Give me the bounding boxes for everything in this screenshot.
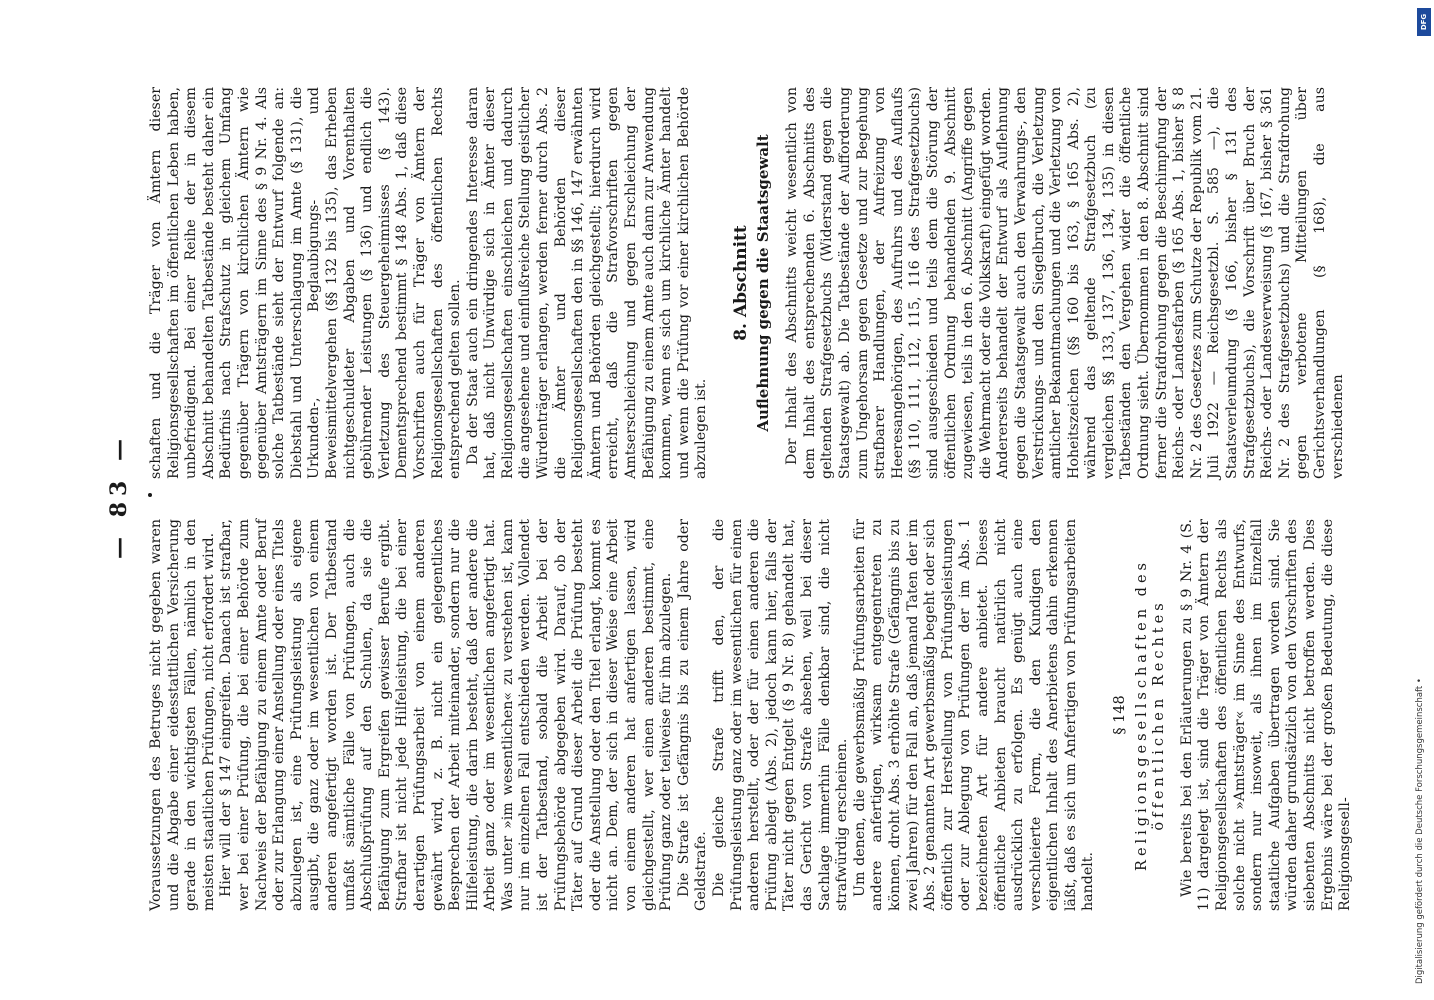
- digitization-credit: [1412, 8, 1428, 992]
- left-paragraph-2: Hier will der § 147 eingreifen. Danach ist strafbar, wer bei einer Prüfung, die bei einer Behörde zum Nachweis der Befähigung zu einem Amte oder Beruf oder zur Erlangung einer Anstellung oder eines Titels abzulegen ist, eine Prüfungsleistung als eigene ausgibt, die ganz oder im wesentlichen von einem anderen angefertigt worden ist. Der Tatbestand umfaßt sämtliche Fälle von Prüfungen, auch die Abschlußprüfung auf den Schulen, da sie die Befähigung zum Ergreifen gewisser Berufe ergibt. Strafbar ist nicht jede Hilfeleistung, die bei einer derartigen Prüfungsarbeit von einem anderen gewährt wird, z. B. nicht ein gelegentliches Besprechen der Arbeit miteinander, sondern nur die Hilfeleistung, die darin besteht, daß der andere die Arbeit ganz oder im wesentlichen angefertigt hat. Was unter »im wesentlichen« zu verstehen ist, kann nur im einzelnen Fall entschieden werden. Vollendet ist der Tatbestand, sobald die Arbeit bei der Prüfungsbehörde abgegeben wird. Darauf, ob der Täter auf Grund dieser Arbeit die Prüfung besteht oder die Anstellung oder den Titel erlangt, kommt es nicht an. Dem, der sich in dieser Weise eine Arbeit von einem anderen hat anfertigen lassen, wird gleichgestellt, wer einen anderen bestimmt, eine Prüfung ganz oder teilweise für ihn abzulegen.: [218, 519, 675, 911]
- right-column: [148, 87, 1347, 479]
- section-title: Religionsgesellschaften des öffentlichen Rechtes: [1133, 559, 1168, 871]
- section-number: § 148: [1112, 695, 1129, 735]
- page-number: — 83 —: [106, 433, 132, 559]
- left-paragraph-1: Voraussetzungen des Betruges nicht gegeben waren und die Abgabe einer eidesstattlichen Versicherung gerade in den wichtigsten Fällen, nämlich in den meisten staatlichen Prüfungen, nicht erfordert wird.: [148, 519, 217, 911]
- digitization-credit-text: Digitalisierung gefördert durch die Deutsche Forschungsgemeinschaft •: [1415, 678, 1425, 984]
- left-paragraph-4: Die gleiche Strafe trifft den, der die Prüfungsleistung ganz oder im wesentlichen für einen anderen herstellt, oder der für einen anderen die Prüfung ablegt (Abs. 2), jedoch kann hier, falls der Täter nicht gegen Entgelt (§ 9 Nr. 8) gehandelt hat, das Gericht von Strafe absehen, weil bei dieser Sachlage immerhin Fälle denkbar sind, die nicht strafwürdig erscheinen.: [711, 519, 851, 911]
- left-paragraph-6: Wie bereits bei den Erläuterungen zu § 9 Nr. 4 (S. 11) dargelegt ist, sind die Träger von Ämtern der Religionsgesellschaften des öffentlichen Rechts als solche nicht »Amtsträger« im Sinne des Entwurfs, sondern nur insoweit, als ihnen im Einzelfall staatliche Aufgaben übertragen worden sind. Sie würden daher grundsätzlich von den Vorschriften des siebenten Abschnitts nicht betroffen werden. Dies Ergebnis wäre bei der großen Bedeutung, die diese Religionsgesell-: [1178, 519, 1354, 911]
- chapter-subtitle: Auflehnung gegen die Staatsgewalt: [753, 134, 772, 432]
- dfg-logo-text: DFG: [1420, 13, 1428, 31]
- right-paragraph-3: Der Inhalt des Abschnitts weicht wesentlich von dem Inhalt des entsprechenden 6. Abschnitts des geltenden Strafgesetzbuchs (Widerstand gegen die Staatsgewalt) ab. Die Tatbestände der Aufforderung zum Ungehorsam gegen Gesetze und zur Begehung strafbarer Handlungen, der Aufreizung von Heeresangehörigen, des Aufruhrs und des Auflaufs (§§ 110, 111, 112, 115, 116 des Strafgesetzbuchs) sind ausgeschieden und teils dem die Störung der öffentlichen Ordnung behandelnden 9. Abschnitt zugewiesen, teils in den 6. Abschnitt (Angriffe gegen die Wehrmacht oder die Volkskraft) eingefügt worden. Andererseits behandelt der Entwurf als Auflehnung gegen die Staatsgewalt auch den Verwahrungs-, den Verstrickungs- und den Siegelbruch, die Verletzung amtlicher Bekanntmachungen und die Verletzung von Hoheitszeichen (§§ 160 bis 163, § 165 Abs. 2), während das geltende Strafgesetzbuch (zu vergleichen §§ 133, 137, 136, 134, 135) in diesen Tatbeständen den Vergehen wider die öffentliche Ordnung sieht. Übernommen in den 8. Abschnitt sind ferner die Strafdrohung gegen die Beschimpfung der Reichs- oder Landesfarben (§ 165 Abs. 1, bisher § 8 Nr. 2 des Gesetzes zum Schutze der Republik vom 21. Juli 1922 — Reichsgesetzbl. S. 585 —), die Staatsverleumdung (§ 166, bisher § 131 des Strafgesetzbuchs), die Vorschrift über Bruch der Reichs- oder Landesverweisung (§ 167, bisher § 361 Nr. 2 des Strafgesetzbuchs) und die Strafdrohung gegen verbotene Mitteilungen über Gerichtsverhandlungen (§ 168), die aus verschiedenen: [784, 87, 1346, 479]
- print-dot: [148, 493, 152, 497]
- rotated-page-content: [106, 81, 1354, 911]
- left-paragraph-3: Die Strafe ist Gefängnis bis zu einem Jahre oder Geldstrafe.: [675, 519, 710, 911]
- right-paragraph-1: schaften und die Träger von Ämtern dieser Religionsgesellschaften im öffentlichen Leben haben, unbefriedigend. Bei einer Reihe der in diesem Abschnitt behandelten Tatbestände besteht daher ein Bedürfnis nach Strafschutz in gleichem Umfang gegenüber Trägern von kirchlichen Ämtern wie gegenüber Amtsträgern im Sinne des § 9 Nr. 4. Als solche Tatbestände sieht der Entwurf folgende an: Diebstahl und Unterschlagung im Amte (§ 131), die Urkunden-, Beglaubigungs- und Beweismittelvergehen (§§ 132 bis 135), das Erheben nichtgeschuldeter Abgaben und Vorenthalten gebührender Leistungen (§ 136) und endlich die Verletzung des Steuergeheimnisses (§ 143). Dementsprechend bestimmt § 148 Abs. 1, daß diese Vorschriften auch für Träger von Ämtern der Religionsgesellschaften des öffentlichen Rechts entsprechend gelten sollen.: [148, 87, 464, 479]
- left-column: [148, 519, 1355, 911]
- chapter-title: 8. Abschnitt: [731, 225, 751, 341]
- left-paragraph-5: Um denen, die gewerbsmäßig Prüfungsarbeiten für andere anfertigen, wirksam entgegentreten zu können, droht Abs. 3 erhöhte Strafe (Gefängnis bis zu zwei Jahren) für den Fall an, daß jemand Taten der im Abs. 2 genannten Art gewerbsmäßig begeht oder sich öffentlich zur Herstellung von Prüfungsleistungen oder zur Ablegung von Prüfungen der im Abs. 1 bezeichneten Art für andere anbietet. Dieses öffentliche Anbieten braucht natürlich nicht ausdrücklich zu erfolgen. Es genügt auch eine verschleierte Form, die den Kundigen den eigentlichen Inhalt des Anerbietens dahin erkennen läßt, daß es sich um Anfertigen von Prüfungsarbeiten handelt.: [851, 519, 1097, 911]
- right-paragraph-2: Da der Staat auch ein dringendes Interesse daran hat, daß nicht Unwürdige sich in Ämter dieser Religionsgesellschaften einschleichen und dadurch die angesehene und einflußreiche Stellung geistlicher Würdenträger erlangen, werden ferner durch Abs. 2 die Ämter und Behörden dieser Religionsgesellschaften den in §§ 146, 147 erwähnten Ämtern und Behörden gleichgestellt; hierdurch wird erreicht, daß die Strafvorschriften gegen Amtserschleichung und gegen Erschleichung der Befähigung zu einem Amte auch dann zur Anwendung kommen, wenn es sich um kirchliche Ämter handelt und wenn die Prüfung vor einer kirchlichen Behörde abzulegen ist.: [464, 87, 710, 479]
